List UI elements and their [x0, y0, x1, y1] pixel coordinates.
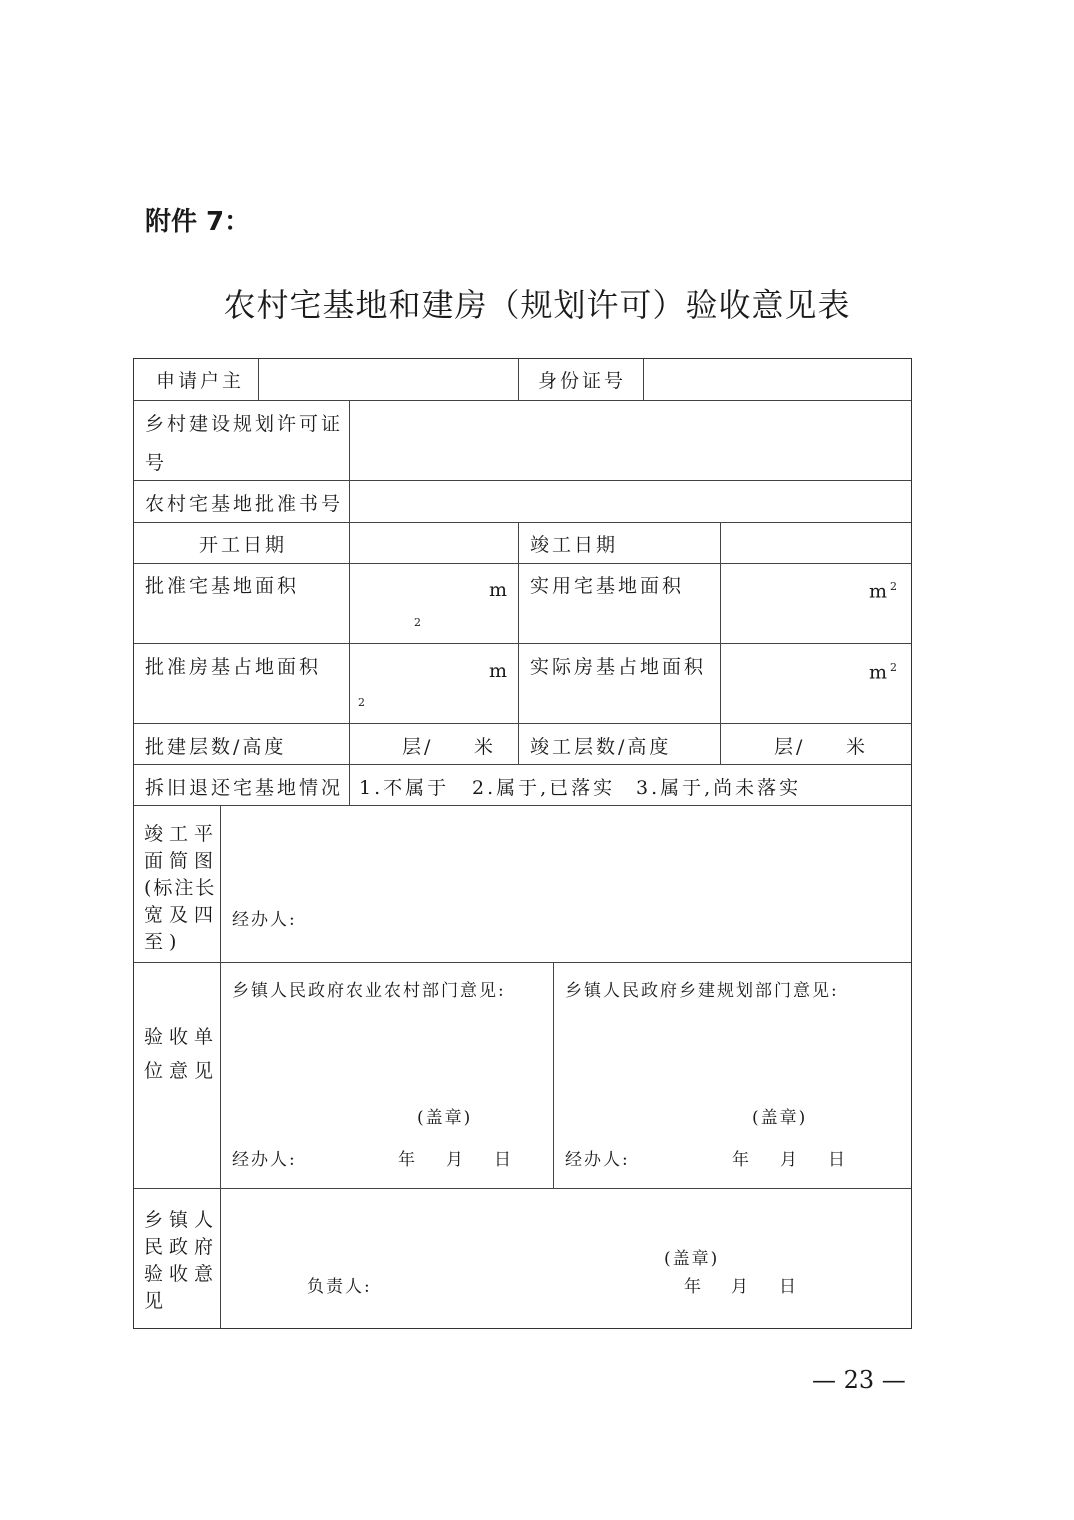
page-number: — 23 —	[812, 1366, 906, 1394]
date-day: 日	[779, 1277, 798, 1297]
acceptance-unit-label	[144, 1020, 219, 1088]
demolition-option-3: 3.属于,尚未落实	[636, 777, 802, 799]
plan-sketch-label-line: (标注长	[144, 877, 217, 899]
col-divider	[349, 400, 350, 805]
area-unit-exponent: 2	[890, 661, 901, 674]
planning-dept-handler-label: 经办人:	[565, 1150, 630, 1170]
area-unit-m: m	[869, 661, 891, 684]
document-title: 农村宅基地和建房（规划许可）验收意见表	[223, 286, 851, 324]
plan-sketch-label	[144, 821, 219, 956]
area-unit: m	[489, 579, 511, 601]
demolition-option-1: 1.不属于	[359, 777, 450, 799]
height-unit: 米	[846, 736, 869, 758]
plan-handler-label: 经办人:	[232, 910, 297, 930]
area-unit-exponent: 2	[414, 616, 421, 629]
row-divider	[134, 563, 911, 564]
area-unit-m2	[869, 581, 900, 601]
id-number-label: 身份证号	[538, 370, 627, 392]
area-unit-exponent: 2	[890, 580, 901, 593]
date-day: 日	[494, 1150, 513, 1170]
height-unit: 米	[474, 736, 497, 758]
col-divider	[643, 359, 644, 400]
row-divider	[134, 764, 911, 765]
row-divider	[134, 643, 911, 644]
attachment-number: 附件 7：	[145, 207, 251, 237]
row-divider	[134, 400, 911, 401]
area-unit-m2	[869, 662, 900, 682]
row-divider	[134, 1188, 911, 1189]
completion-date-label: 竣工日期	[530, 534, 619, 556]
planning-dept-opinion-label: 乡镇人民政府乡建规划部门意见:	[565, 981, 839, 1001]
completed-floors-label: 竣工层数/高度	[530, 736, 672, 758]
date-year: 年	[398, 1150, 417, 1170]
area-unit: m	[489, 660, 511, 682]
start-date-label: 开工日期	[199, 534, 288, 556]
acceptance-unit-label-line: 验收单	[144, 1026, 220, 1048]
acceptance-unit-label-line: 位意见	[144, 1060, 220, 1082]
approved-footprint-label: 批准房基占地面积	[145, 656, 322, 678]
approval-book-label: 农村宅基地批准书号	[145, 493, 344, 515]
agri-dept-handler-label: 经办人:	[232, 1150, 297, 1170]
col-divider	[518, 522, 519, 764]
area-unit-m: m	[869, 580, 891, 603]
govt-seal: (盖章)	[664, 1249, 720, 1269]
col-divider	[258, 359, 259, 400]
floor-unit: 层/	[774, 736, 806, 758]
agri-dept-seal: (盖章)	[417, 1108, 473, 1128]
plan-sketch-label-line: 竣工平	[144, 823, 220, 845]
col-divider	[518, 359, 519, 400]
approved-site-area-label: 批准宅基地面积	[145, 575, 300, 597]
govt-opinion-label-line: 乡镇人	[144, 1209, 220, 1231]
row-divider	[134, 522, 911, 523]
col-divider	[720, 522, 721, 764]
planning-dept-seal: (盖章)	[752, 1108, 808, 1128]
govt-opinion-label-line: 见	[144, 1290, 170, 1312]
plan-sketch-label-line: 至)	[144, 931, 183, 953]
date-day: 日	[828, 1150, 847, 1170]
acceptance-form-table	[133, 358, 912, 1329]
date-month: 月	[780, 1150, 799, 1170]
permit-number-label: 乡村建设规划许可证	[145, 413, 344, 435]
govt-opinion-label-line: 民政府	[144, 1236, 220, 1258]
permit-number-label-cont: 号	[145, 452, 168, 474]
approved-floors-label: 批建层数/高度	[145, 736, 287, 758]
date-year: 年	[684, 1277, 703, 1297]
demolition-label: 拆旧退还宅基地情况	[145, 777, 344, 799]
plan-sketch-label-line: 面简图	[144, 850, 220, 872]
agri-dept-opinion-label: 乡镇人民政府农业农村部门意见:	[232, 981, 506, 1001]
col-divider	[220, 805, 221, 1328]
date-month: 月	[731, 1277, 750, 1297]
row-divider	[134, 723, 911, 724]
row-divider	[134, 805, 911, 806]
applicant-label: 申请户主	[156, 370, 245, 392]
plan-sketch-label-line: 宽及四	[144, 904, 220, 926]
col-divider	[553, 962, 554, 1188]
row-divider	[134, 962, 911, 963]
area-unit-exponent: 2	[358, 696, 365, 709]
responsible-person-label: 负责人:	[307, 1277, 372, 1297]
floor-unit: 层/	[402, 736, 434, 758]
govt-opinion-label-line: 验收意	[144, 1263, 220, 1285]
govt-opinion-label	[144, 1207, 219, 1315]
row-divider	[134, 480, 911, 481]
actual-footprint-label: 实际房基占地面积	[530, 656, 707, 678]
demolition-option-2: 2.属于,已落实	[472, 777, 616, 799]
date-year: 年	[732, 1150, 751, 1170]
date-month: 月	[446, 1150, 465, 1170]
actual-site-area-label: 实用宅基地面积	[530, 575, 685, 597]
